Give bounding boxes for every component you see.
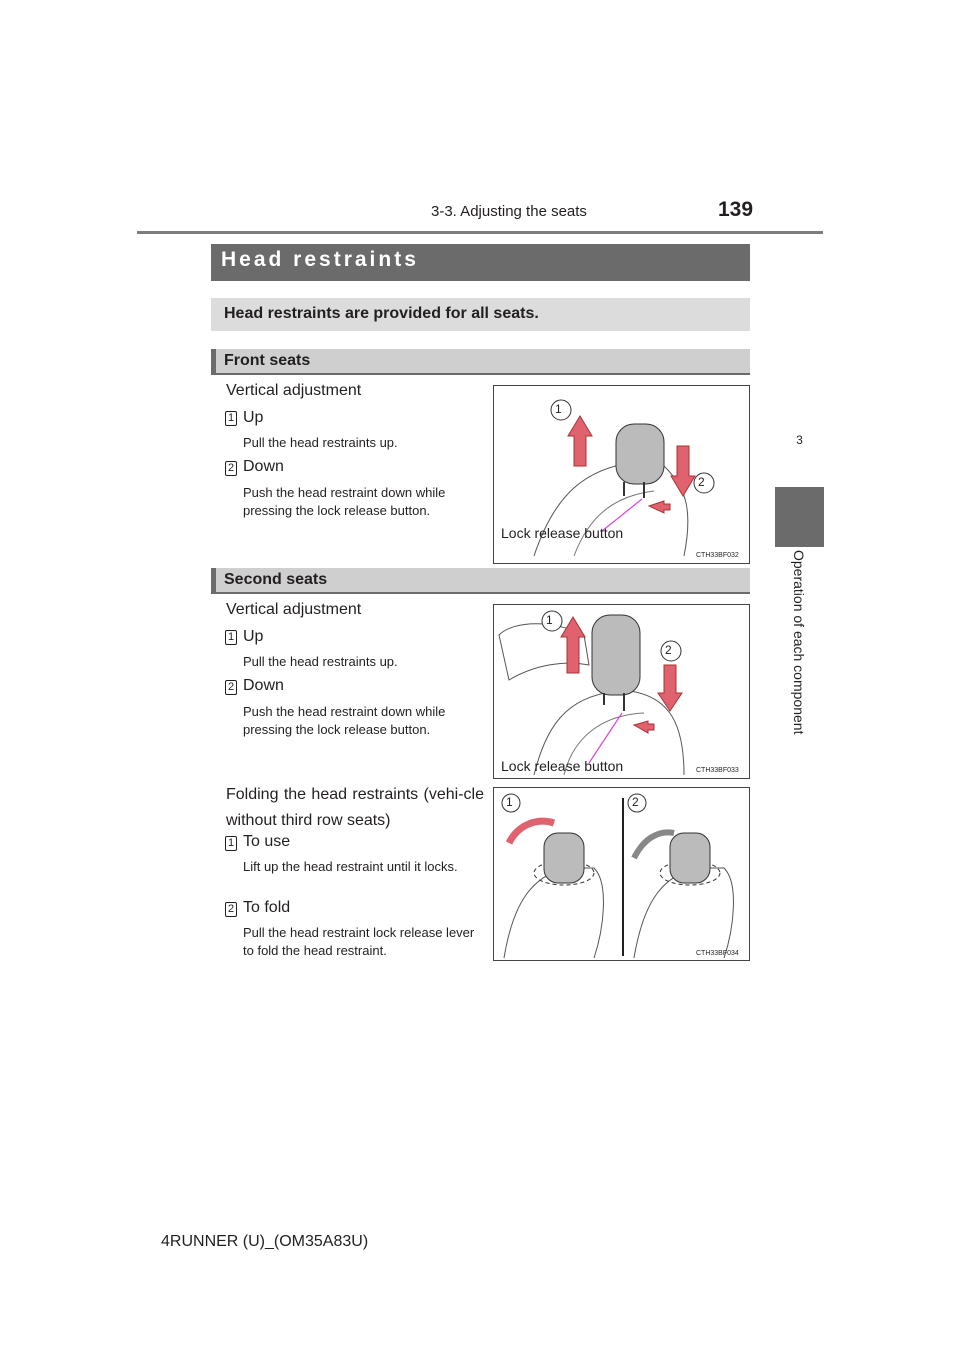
step-number: 2 — [225, 902, 237, 917]
figure-code: CTH33BF032 — [696, 552, 739, 559]
callout-1: 1 — [506, 795, 513, 809]
lock-release-label: Lock release button — [501, 525, 624, 541]
step-desc: Push the head restraint down while pressing the lock release button. — [243, 704, 446, 737]
pointer-line — [589, 713, 622, 763]
chapter-title — [791, 550, 809, 750]
step-title: To fold — [243, 899, 291, 916]
header-rule — [137, 231, 823, 234]
second-seat-illustration — [494, 605, 751, 780]
step-number: 1 — [225, 630, 237, 645]
press-arrow-icon — [634, 721, 654, 733]
front-seats-heading: Front seats — [224, 352, 311, 369]
second-seat-figure — [493, 604, 750, 779]
second-seats-heading: Second seats — [224, 571, 328, 588]
step-desc: Push the head restraint down while pressing the lock release button. — [243, 485, 446, 518]
step-number: 1 — [225, 836, 237, 851]
chapter-tab — [775, 487, 824, 547]
step-number: 1 — [225, 411, 237, 426]
chapter-number-text: 3 — [796, 433, 803, 447]
step-desc: Pull the head restraints up. — [243, 435, 398, 450]
fold-arrow-icon — [634, 832, 674, 858]
page-title: Head restraints — [221, 248, 419, 271]
step-title: Up — [243, 409, 264, 426]
press-arrow-icon — [649, 501, 670, 513]
step-title: Down — [243, 458, 284, 475]
step-number: 2 — [225, 680, 237, 695]
step-number: 2 — [225, 461, 237, 476]
up-arrow-icon — [568, 416, 592, 466]
second-subtitle: Vertical adjustment — [226, 601, 362, 618]
front-seats-heading-bar — [211, 349, 750, 375]
callout-1: 1 — [546, 613, 553, 627]
section-title: 3-3. Adjusting the seats — [431, 203, 587, 220]
callout-2: 2 — [632, 795, 639, 809]
front-seat-figure — [493, 385, 750, 564]
down-arrow-icon — [671, 446, 695, 496]
page-title-bar — [211, 244, 750, 281]
footer-model: 4RUNNER (U)_(OM35A83U) — [161, 1233, 369, 1250]
intro-bar — [211, 298, 750, 331]
folding-subtitle: Folding the head restraints (vehi-cle without third row seats) — [226, 786, 484, 829]
intro-text: Head restraints are provided for all seats. — [224, 305, 539, 322]
step-title: To use — [243, 833, 291, 850]
callout-1: 1 — [555, 402, 562, 416]
folding-illustration — [494, 788, 751, 962]
chapter-title-text: Operation of each component — [791, 550, 807, 735]
page-number: 139 — [718, 198, 754, 221]
step-title: Up — [243, 628, 264, 645]
up-arrow-icon — [561, 617, 585, 673]
step-title: Down — [243, 677, 284, 694]
chapter-number — [775, 433, 824, 447]
second-seats-heading-bar — [211, 568, 750, 594]
figure-code: CTH33BF034 — [696, 950, 739, 957]
step-desc: Pull the head restraint lock release lever to fold the head restraint. — [243, 925, 475, 958]
folding-figure — [493, 787, 750, 961]
step-desc: Pull the head restraints up. — [243, 654, 398, 669]
front-subtitle: Vertical adjustment — [226, 382, 362, 399]
lock-release-label: Lock release button — [501, 758, 624, 774]
callout-2: 2 — [665, 643, 672, 657]
figure-code: CTH33BF033 — [696, 767, 739, 774]
callout-2: 2 — [698, 475, 705, 489]
step-desc: Lift up the head restraint until it locks. — [243, 859, 458, 874]
